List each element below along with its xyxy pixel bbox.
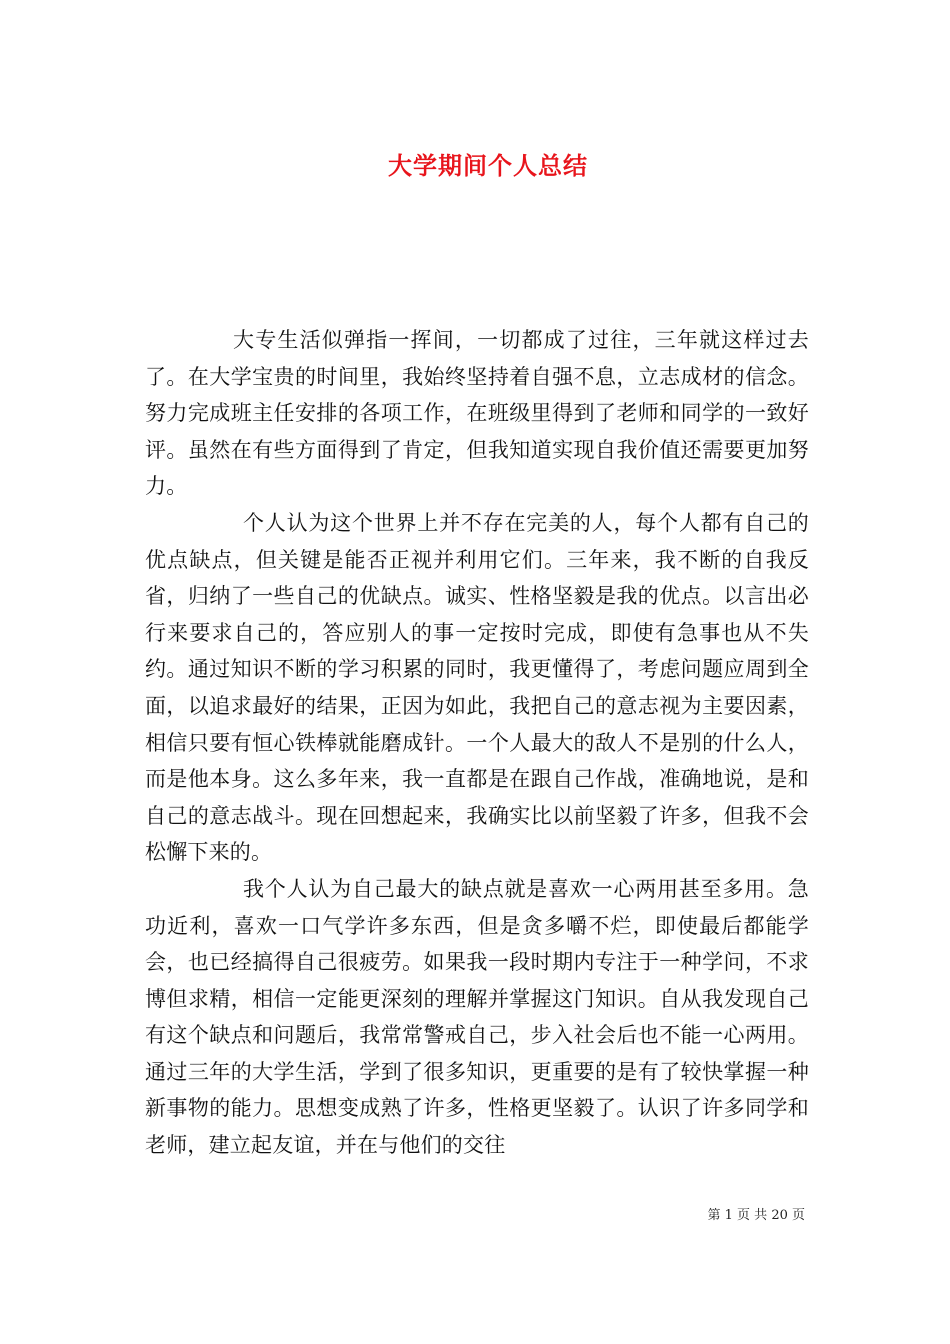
- paragraph-2: 个人认为这个世界上并不存在完美的人，每个人都有自己的优点缺点，但关键是能否正视并利用它们。三年来，我不断的自我反省，归纳了一些自己的优缺点。诚实、性格坚毅是我的优点。以言出必行来要求自己的，答应别人的事一定按时完成，即使有急事也从不失约。通过知识不断的学习积累的同时，我更懂得了，考虑问题应周到全面，以追求最好的结果，正因为如此，我把自己的意志视为主要因素，相信只要有恒心铁棒就能磨成针。一个人最大的敌人不是别的什么人，而是他本身。这么多年来，我一直都是在跟自己作战，准确地说，是和自己的意志战斗。现在回想起来，我确实比以前坚毅了许多，但我不会松懈下来的。: [145, 510, 809, 865]
- paragraph-1: 大专生活似弹指一挥间，一切都成了过往，三年就这样过去了。在大学宝贵的时间里，我始终坚持着自强不息，立志成材的信念。努力完成班主任安排的各项工作，在班级里得到了老师和同学的一致好评。虽然在有些方面得到了肯定，但我知道实现自我价值还需要更加努力。: [145, 328, 809, 499]
- page-number-footer: 第 1 页 共 20 页: [707, 1208, 805, 1223]
- document-title: 大学期间个人总结: [388, 152, 588, 181]
- document-body: [145, 322, 809, 1164]
- paragraph-3: 我个人认为自己最大的缺点就是喜欢一心两用甚至多用。急功近利，喜欢一口气学许多东西，但是贪多嚼不烂，即使最后都能学会，也已经搞得自己很疲劳。如果我一段时期内专注于一种学问，不求博但求精，相信一定能更深刻的理解并掌握这门知识。自从我发现自己有这个缺点和问题后，我常常警戒自己，步入社会后也不能一心两用。通过三年的大学生活，学到了很多知识，更重要的是有了较快掌握一种新事物的能力。思想变成熟了许多，性格更坚毅了。认识了许多同学和老师，建立起友谊，并在与他们的交往: [145, 876, 809, 1158]
